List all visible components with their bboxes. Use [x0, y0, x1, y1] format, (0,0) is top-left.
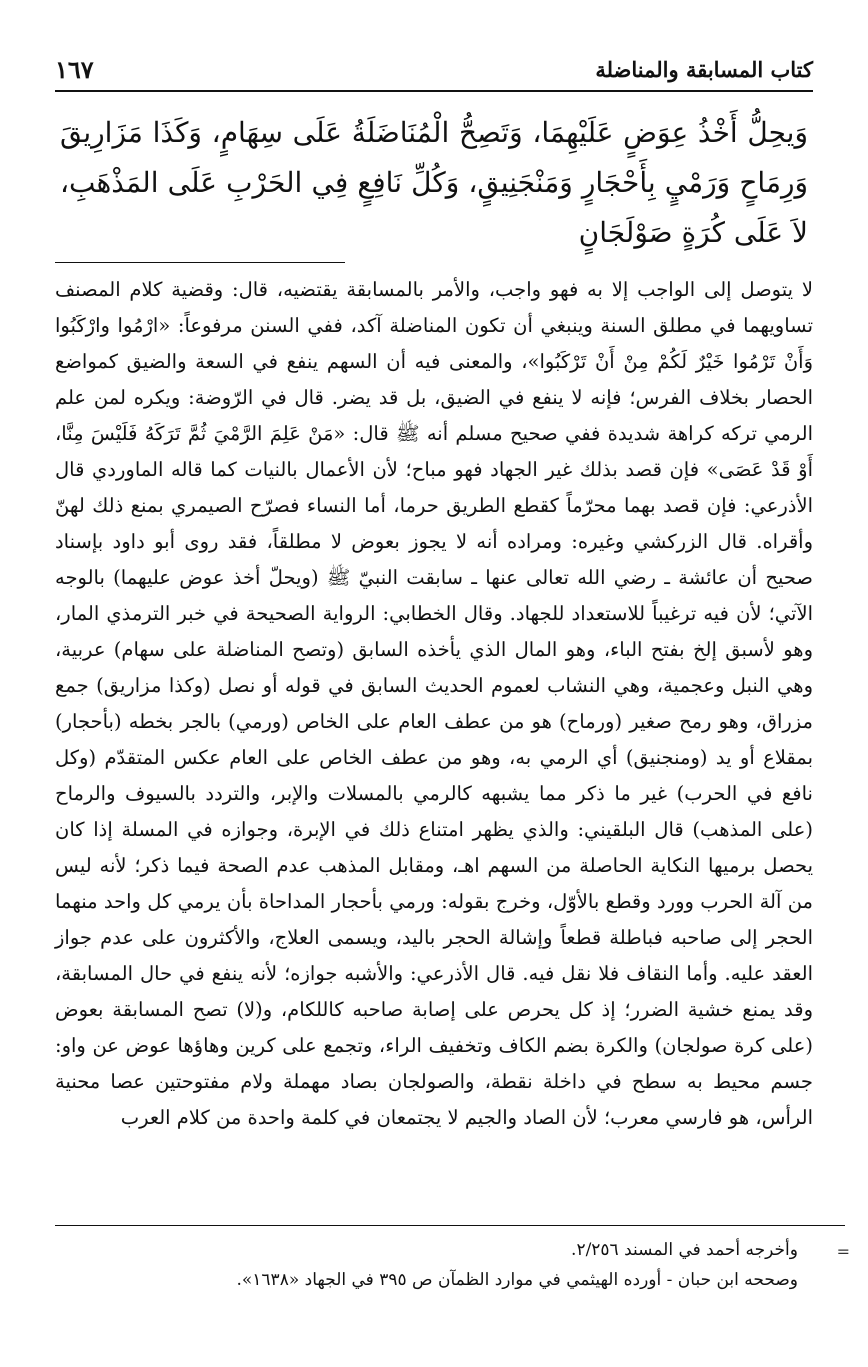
matn-paragraph: وَيحِلُّ أَخْذُ عِوَضٍ عَلَيْهِمَا، وَتَصِحُّ الْمُنَاضَلَةُ عَلَى سِهَامٍ، وَكَذَا مَزَارِيقَ وَرِمَاحٍ وَرَمْيٍ بِأَحْجَارٍ وَمَنْجَنِيقٍ، وَكُلِّ نَافِعٍ فِي الحَرْبِ عَلَى المَذْهَبِ، لاَ عَلَى كُرَةٍ صَوْلَجَانٍ	[60, 116, 808, 249]
matn-text-block	[60, 108, 808, 258]
sharh-paragraph: لا يتوصل إلى الواجب إلا به فهو واجب، والأمر بالمسابقة يقتضيه، قال: وقضية كلام المصنف تساويهما في مطلق السنة وينبغي أن تكون المناضلة آكد، ففي السنن مرفوعاً: «ارْمُوا وارْكَبُوا وَأَنْ تَرْمُوا خَيْرٌ لَكُمْ مِنْ أَنْ تَرْكَبُوا»، والمعنى فيه أن السهم ينفع في السعة والضيق كمواضع الحصار بخلاف الفرس؛ فإنه لا ينفع في الضيق، بل قد يضر. قال في الرّوضة: ويكره لمن علم الرمي تركه كراهة شديدة ففي صحيح مسلم أنه ﷺ قال: «مَنْ عَلِمَ الرَّمْيَ ثُمَّ تَرَكَهُ فَلَيْسَ مِنَّا، أَوْ قَدْ عَصَى» فإن قصد بذلك غير الجهاد فهو مباح؛ لأن الأعمال بالنيات كما قاله الماوردي قال الأذرعي: فإن قصد بهما محرّماً كقطع الطريق حرما، أما النساء فصرّح الصيمري بمنع ذلك لهنّ وأقراه. قال الزركشي وغيره: ومراده أنه لا يجوز بعوض لا مطلقاً، فقد روى أبو داود بإسناد صحيح أن عائشة ـ رضي الله تعالى عنها ـ سابقت النبيّ ﷺ (ويحلّ أخذ عوض عليهما) بالوجه الآتي؛ لأن فيه ترغيباً للاستعداد للجهاد. وقال الخطابي: الرواية الصحيحة في خبر الترمذي المار، وهو لأسبق إلخ بفتح الباء، وهو المال الذي يأخذه السابق (وتصح المناضلة على سهام) عربية، وهي النبل وعجمية، وهي النشاب لعموم الحديث السابق في قوله أو نصل (وكذا مزاريق) جمع مزراق، وهو رمح صغير (ورماح) هو من عطف العام على الخاص (ورمي) بالجر بخطه (بأحجار) بمقلاع أو يد (ومنجنيق) أي الرمي به، وهو من عطف الخاص على العام عكس المتقدّم (وكل نافع في الحرب) غير ما ذكر مما يشبهه كالرمي بالمسلات والإبر، والتردد بالسيوف والرماح (على المذهب) قال البلقيني: والذي يظهر امتناع ذلك في الإبرة، وجوازه في المسلة إذا كان يحصل برميها النكاية الحاصلة من السهم اهـ، ومقابل المذهب عدم الصحة فيما ذكر؛ لأنه ليس من آلة الحرب وورد وقطع بالأوّل، وخرج بقوله: ورمي بأحجار المداحاة بأن يرمي كل واحد منهما الحجر إلى صاحبه فباطلة قطعاً وإشالة الحجر باليد، ويسمى العلاج، والأكثرون على عدم جواز العقد عليه. وأما النقاف فلا نقل فيه. قال الأذرعي: والأشبه جوازه؛ لأنه ينفع في حال المسابقة، وقد يمنع خشية الضرر؛ إذ كل يحرص على إصابة صاحبه كاللكام، و(لا) تصح المسابقة بعوض (على كرة صولجان) والكرة بضم الكاف وتخفيف الراء، وتجمع على كرين وهاؤها عوض عن واو: جسم محيط به سطح في داخلة نقطة، والصولجان بصاد مهملة ولام مفتوحتين عصا محنية الرأس، هو فارسي معرب؛ لأن الصاد والجيم لا يجتمعان في كلمة واحدة من كلام العرب	[55, 278, 813, 1129]
footnote-line-2: وصححه ابن حبان - أورده الهيثمي في موارد الظمآن ص ٣٩٥ في الجهاد «١٦٣٨».	[236, 1270, 798, 1290]
footnote-continuation-mark: =	[836, 1242, 850, 1261]
footnote-line-1: وأخرجه أحمد في المسند ٢/٢٥٦.	[571, 1240, 798, 1260]
page-number: ١٦٧	[55, 55, 94, 84]
matn-separator-rule	[55, 262, 345, 263]
footnotes-block	[55, 1235, 813, 1295]
book-title: كتاب المسابقة والمناضلة	[595, 57, 813, 82]
page-header	[55, 42, 813, 92]
sharh-commentary-block	[55, 272, 813, 1136]
footnote-separator-rule	[55, 1225, 845, 1226]
